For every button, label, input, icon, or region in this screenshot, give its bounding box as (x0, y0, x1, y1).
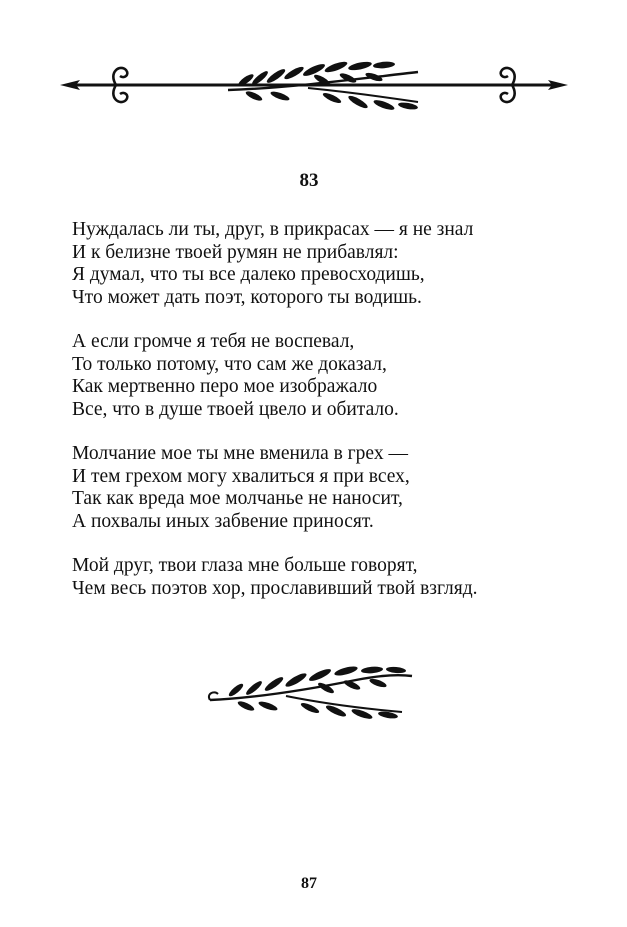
stanza (72, 219, 602, 309)
poem-line: Молчание мое ты мне вменила в грех — (72, 443, 408, 464)
stanza (72, 443, 602, 533)
poem-line: И к белизне твоей румян не прибавлял: (72, 241, 399, 263)
bottom-laurel-ornament (206, 664, 420, 720)
poem-line: И тем грехом могу хвалиться я при всех, (72, 465, 410, 487)
poem-line: А похвалы иных забвение приносят. (72, 510, 374, 532)
poem-line: То только потому, что сам же доказал, (72, 353, 387, 375)
poem-line: Чем весь поэтов хор, прославивший твой взгляд. (72, 577, 478, 599)
stanza (72, 555, 602, 600)
poem-line: Нуждалась ли ты, друг, в прикрасах — я не знал (72, 219, 474, 240)
poem-body (72, 219, 602, 622)
top-laurel-ornament (58, 58, 570, 114)
poem-line: Что может дать поэт, которого ты водишь. (72, 286, 422, 308)
poem-line: Я думал, что ты все далеко превосходишь, (72, 264, 425, 285)
sonnet-number: 83 (299, 170, 319, 191)
page-number: 87 (301, 875, 317, 892)
poem-line: А если громче я тебя не воспевал, (72, 331, 355, 352)
poem-line: Мой друг, твои глаза мне больше говорят, (72, 555, 418, 576)
poem-line: Так как вреда мое молчанье не наносит, (72, 488, 403, 509)
poem-line: Как мертвенно перо мое изображало (72, 376, 378, 397)
stanza (72, 331, 602, 421)
poem-line: Все, что в душе твоей цвело и обитало. (72, 398, 399, 420)
